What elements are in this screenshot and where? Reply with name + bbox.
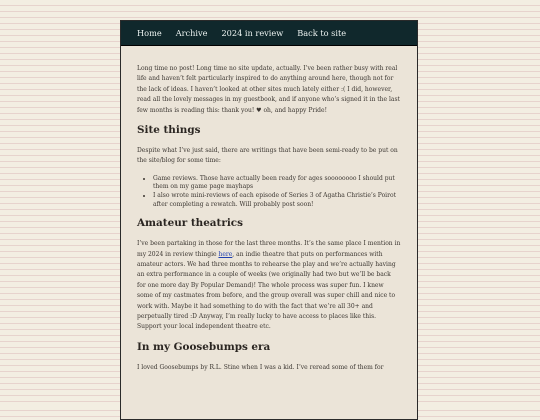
nav-home-link[interactable]: Home [137,28,162,38]
nav-2024-review-link[interactable]: 2024 in review [221,28,284,38]
paragraph-text: , an indie theatre that puts on performances with amateur actors. We had three months to rehearse the play and we’re actually having an extra performance in a couple of weeks (we originally had two but we’ll be back for one more day By Popular Demand)! The whole process was super fun. I knew some of my castmates from before, and the group overall was super chill and nice to work with. Maybe it had something to do with the fact that we’re all 30+ and perpetually tired :D Anyway, I’m really lucky to have access to places like this. Support your local independent theatre etc. [137,250,396,331]
nav-archive-link[interactable]: Archive [175,28,208,38]
section-heading-goosebumps: In my Goosebumps era [137,340,271,353]
review-link[interactable]: here [218,250,233,258]
paragraph-text: I’ve been partaking in those for the last three months. It’s the same place I mention in my 2024 in review thingie [137,240,401,258]
top-nav [121,21,417,46]
site-things-paragraph: Despite what I’ve just said, there are writings that have been semi-ready to be put on the site/blog for some time: [137,147,398,165]
intro-paragraph: Long time no post! Long time no site update, actually. I’ve been rather busy with real life and haven’t felt particularly inspired to do anything around here, though not for the lack of ideas. I haven’t looked at other sites much lately either :( I did, however, read all the lovely messages in my guestbook, and if anyone who’s signed it in the last few months is reading this: thank you! ♥ oh, and happy Pride! [137,65,400,114]
post-content [121,46,417,373]
nav-back-to-site-link[interactable]: Back to site [297,28,347,38]
list-item: • Game reviews. Those have actually been ready for ages soooooooo I should put them on my game page mayhaps [153,175,401,192]
list-item: • I also wrote mini-reviews of each episode of Series 3 of Agatha Christie’s Poirot after completing a rewatch. Will probably post soon! [153,192,401,209]
site-things-list [137,175,401,209]
section-heading-amateur-theatrics: Amateur theatrics [137,217,243,230]
section-heading-site-things: Site things [137,124,201,137]
goosebumps-paragraph: I loved Goosebumps by R.L. Stine when I was a kid. I’ve reread some of them for [137,363,384,371]
main-container [120,20,418,420]
amateur-theatrics-paragraph [137,239,401,333]
